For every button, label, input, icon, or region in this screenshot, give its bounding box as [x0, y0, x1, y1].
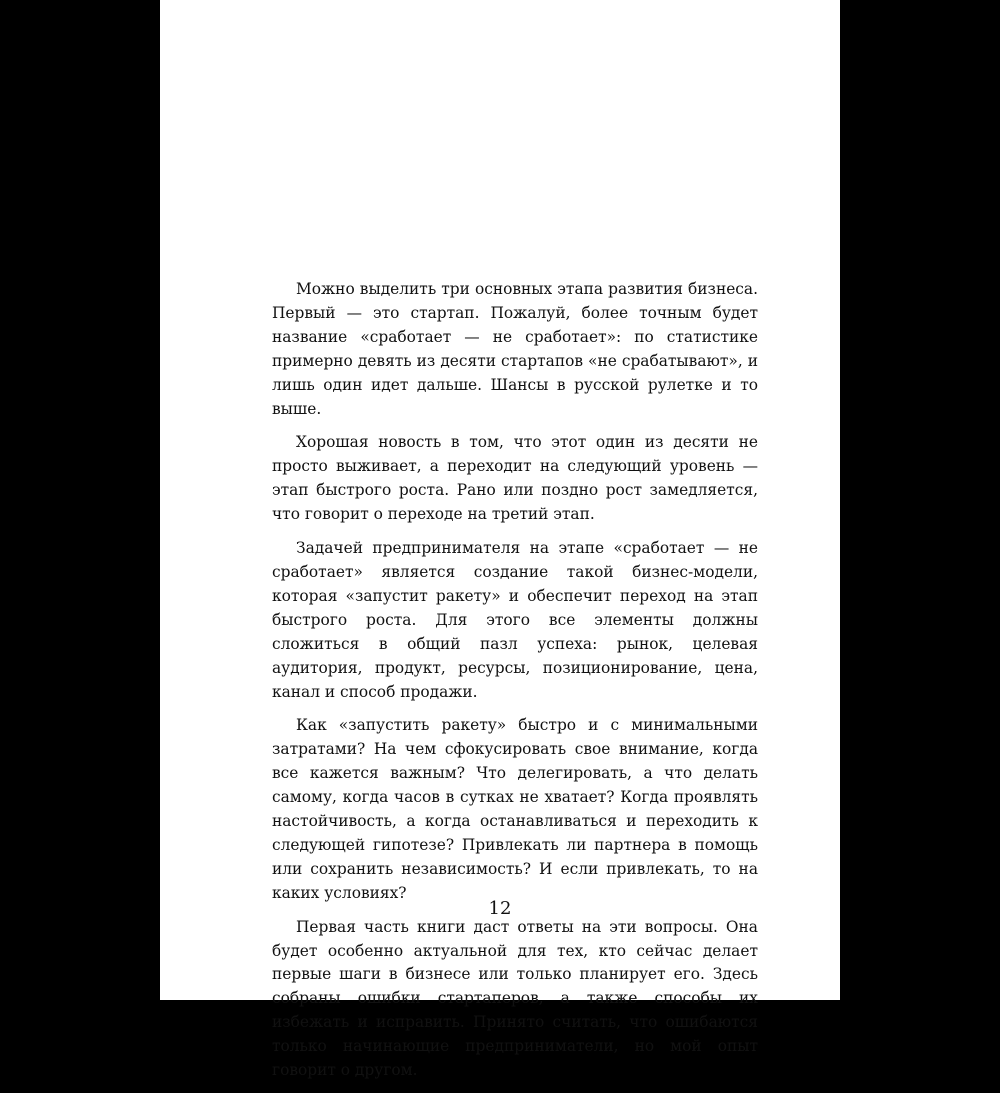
- paragraph-3: Задачей предпринимателя на этапе «сработает — не сработает» является создание такой бизнес-модели, которая «запустит ракету» и обеспечит переход на этап быстрого роста. Для этого все элементы должны сложиться в общий пазл успеха: рынок, целевая аудитория, продукт, ресурсы, позиционирование, цена, канал и способ продажи.: [272, 539, 758, 701]
- paragraph-4: Как «запустить ракету» быстро и с минимальными затратами? На чем сфокусировать свое внимание, когда все кажется важным? Что делегировать, а что делать самому, когда часов в сутках не хватает? Когда проявлять настойчивость, а когда останавливаться и переходить к следующей гипотезе? Привлекать ли партнера в помощь или сохранить независимость? И если привлекать, то на каких условиях?: [272, 716, 758, 902]
- paragraph-5: Первая часть книги даст ответы на эти вопросы. Она будет особенно актуальной для тех, кто сейчас делает первые шаги в бизнесе или только планирует его. Здесь собраны ошибки стартаперов, а также способы их избежать и исправить. Принято считать, что ошибаются только начинающие предприниматели, но мой опыт говорит о другом.: [272, 917, 758, 1080]
- paragraph-2: Хорошая новость в том, что этот один из десяти не просто выживает, а переходит на следующий уровень — этап быстрого роста. Рано или поздно рост замедляется, что говорит о переходе на третий этап.: [272, 433, 758, 524]
- page-number: 12: [488, 898, 512, 919]
- body-text: [272, 278, 758, 1093]
- book-page: [160, 0, 840, 1080]
- paragraph-1: Можно выделить три основных этапа развития бизнеса. Первый — это стартап. Пожалуй, более точным будет название «сработает — не сработает»: по статистике примерно девять из десяти стартапов «не срабатывают», и лишь один идет дальше. Шансы в русской рулетке и то выше.: [272, 280, 758, 418]
